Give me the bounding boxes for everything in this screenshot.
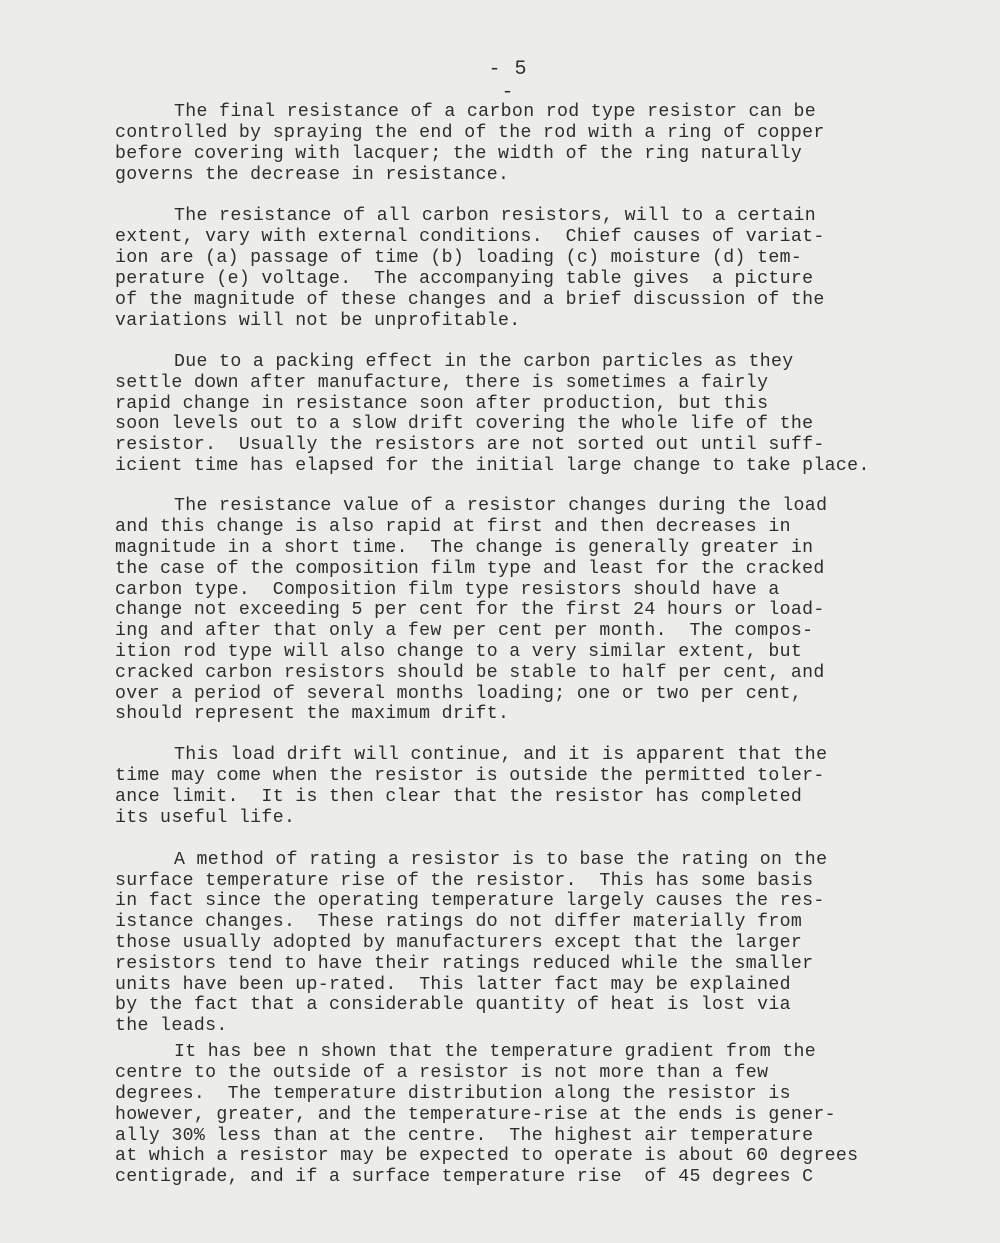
text-line: those usually adopted by manufacturers except that the larger bbox=[115, 933, 803, 953]
text-line: extent, vary with external conditions. Chief causes of variat- bbox=[115, 227, 825, 247]
text-line: rapid change in resistance soon after production, but this bbox=[115, 394, 769, 414]
text-line: centigrade, and if a surface temperature rise of 45 degrees C bbox=[115, 1167, 814, 1187]
text-line: governs the decrease in resistance. bbox=[115, 165, 510, 185]
text-line: A method of rating a resistor is to base the rating on the bbox=[174, 850, 828, 870]
text-line: ance limit. It is then clear that the resistor has completed bbox=[115, 787, 803, 807]
text-line: and this change is also rapid at first and then decreases in bbox=[115, 517, 791, 537]
text-line: surface temperature rise of the resistor. This has some basis bbox=[115, 871, 814, 891]
text-line: carbon type. Composition film type resistors should have a bbox=[115, 580, 780, 600]
text-line: by the fact that a considerable quantity of heat is lost via bbox=[115, 995, 791, 1015]
text-line: of the magnitude of these changes and a brief discussion of the bbox=[115, 290, 825, 310]
text-line: icient time has elapsed for the initial large change to take place. bbox=[115, 456, 870, 476]
text-line: soon levels out to a slow drift covering the whole life of the bbox=[115, 414, 814, 434]
text-line: the case of the composition film type and least for the cracked bbox=[115, 559, 825, 579]
text-line: degrees. The temperature distribution along the resistor is bbox=[115, 1084, 791, 1104]
page-number: - 5 - bbox=[488, 58, 528, 104]
text-line: The resistance value of a resistor changes during the load bbox=[174, 496, 828, 516]
text-line: its useful life. bbox=[115, 808, 296, 828]
text-line: This load drift will continue, and it is apparent that the bbox=[174, 745, 828, 765]
text-line: cracked carbon resistors should be stable to half per cent, and bbox=[115, 663, 825, 683]
text-line: centre to the outside of a resistor is not more than a few bbox=[115, 1063, 769, 1083]
text-line: change not exceeding 5 per cent for the first 24 hours or load- bbox=[115, 600, 825, 620]
text-line: The resistance of all carbon resistors, will to a certain bbox=[174, 206, 817, 226]
text-line: resistors tend to have their ratings reduced while the smaller bbox=[115, 954, 814, 974]
text-line: at which a resistor may be expected to operate is about 60 degrees bbox=[115, 1146, 859, 1166]
text-line: variations will not be unprofitable. bbox=[115, 311, 521, 331]
text-line: ion are (a) passage of time (b) loading (c) moisture (d) tem- bbox=[115, 248, 803, 268]
text-line: ition rod type will also change to a very similar extent, but bbox=[115, 642, 803, 662]
text-line: time may come when the resistor is outside the permitted toler- bbox=[115, 766, 825, 786]
text-line: the leads. bbox=[115, 1016, 228, 1036]
text-line: units have been up-rated. This latter fact may be explained bbox=[115, 975, 791, 995]
text-line: controlled by spraying the end of the rod with a ring of copper bbox=[115, 123, 825, 143]
text-line: settle down after manufacture, there is sometimes a fairly bbox=[115, 373, 769, 393]
text-line: It has bee n shown that the temperature gradient from the bbox=[174, 1042, 817, 1062]
text-line: Due to a packing effect in the carbon particles as they bbox=[174, 352, 794, 372]
text-line: should represent the maximum drift. bbox=[115, 704, 510, 724]
text-line: in fact since the operating temperature largely causes the res- bbox=[115, 891, 825, 911]
text-line: istance changes. These ratings do not differ materially from bbox=[115, 912, 803, 932]
text-line: ing and after that only a few per cent per month. The compos- bbox=[115, 621, 814, 641]
text-line: perature (e) voltage. The accompanying table gives a picture bbox=[115, 269, 814, 289]
text-line: magnitude in a short time. The change is generally greater in bbox=[115, 538, 814, 558]
text-line: however, greater, and the temperature-rise at the ends is gener- bbox=[115, 1105, 836, 1125]
text-line: before covering with lacquer; the width of the ring naturally bbox=[115, 144, 803, 164]
text-line: ally 30% less than at the centre. The highest air temperature bbox=[115, 1126, 814, 1146]
text-line: resistor. Usually the resistors are not sorted out until suff- bbox=[115, 435, 825, 455]
text-line: over a period of several months loading; one or two per cent, bbox=[115, 684, 803, 704]
text-line: The final resistance of a carbon rod type resistor can be bbox=[174, 102, 817, 122]
